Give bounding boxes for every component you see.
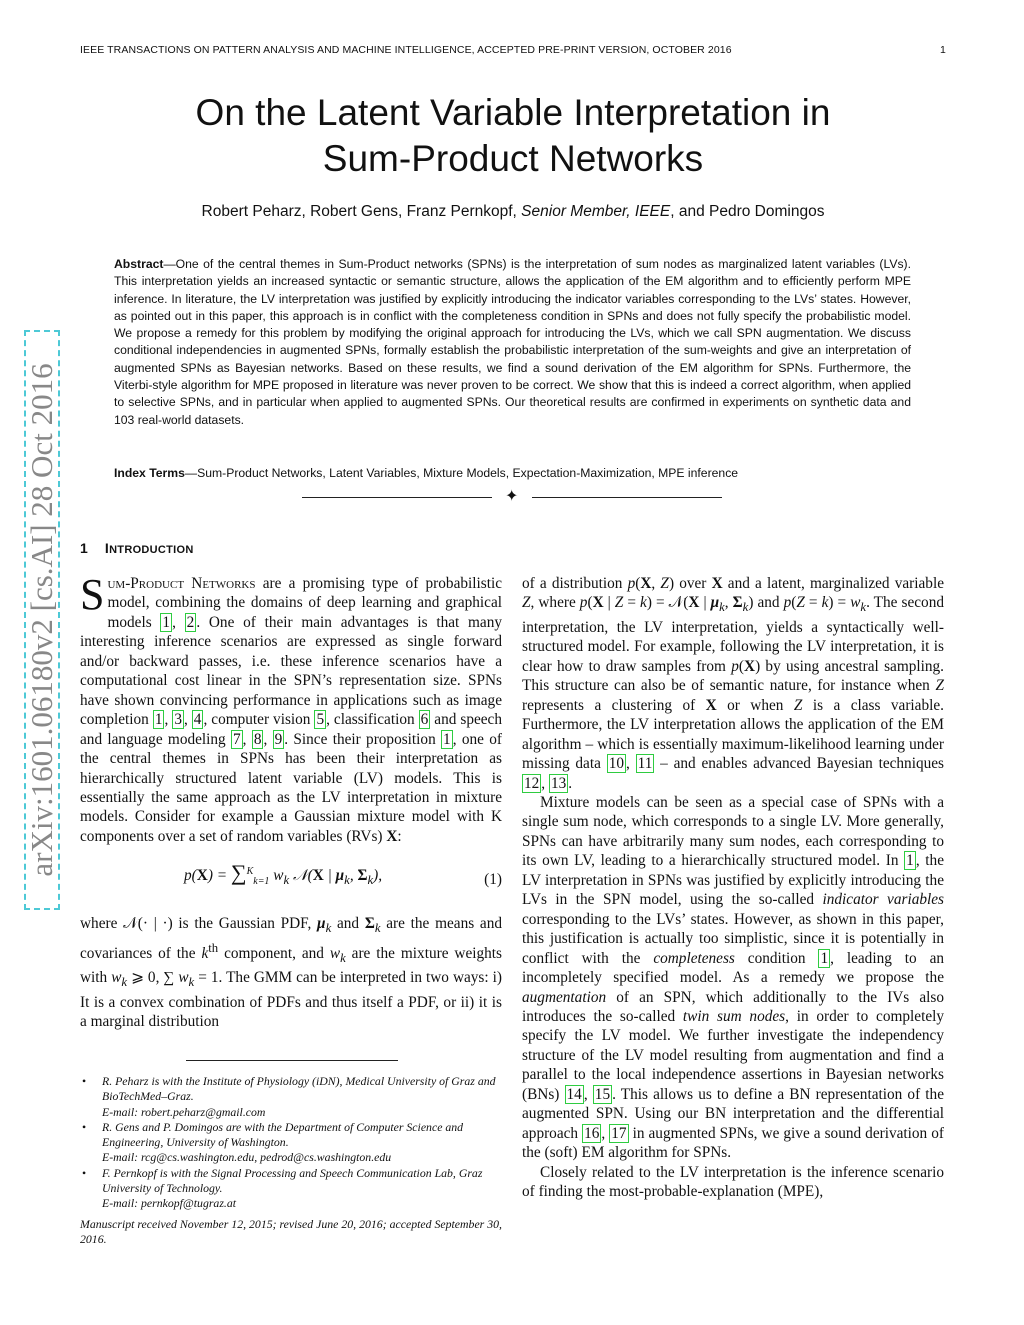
index-terms-text: —Sum-Product Networks, Latent Variables, Mixture Models, Expectation-Maximization, MPE inference [184,466,739,480]
left-column [80,570,503,1032]
intro-paragraph-1: Sum-Product Networks are a promising type of probabilistic model, combining the domains of deep learning and graphical models 1 , 2 . One of their main advantages is that many interesting inference scenarios are expressed as single forward and/or backward passes, i.e. these inference scenarios have a computational cost linear in the SPN’s representation size. SPNs have shown convincing performance in applications such as image completion 1 , 3 , 4 , computer vision 5 , classification 6 and speech and language modeling 7 , 8 , 9 . Since their proposition 1 , one of the central themes in SPNs has been their interpretation as hierarchically structured latent variable (LV) models. This is essentially the same approach as the LV interpretation in mixture models. Consider for example a Gaussian mixture model with K components over a set of random variables (RVs) X: [80,570,503,845]
equation-1: p(X) = ∑$^K_{k=1}$ $w_k$ 𝒩(X | $\mu_k$, $\Sigma_k$), (1) [184,860,502,889]
page-number: 1 [940,44,946,56]
abstract-text: —One of the central themes in Sum-Product networks (SPNs) is the interpretation of sum nodes as marginalized latent variables (LVs). This interpretation yields an increased syntactic or semantic structure, allows the application of the EM algorithm and to efficiently perform MPE inference. In literature, the LV interpretation was justified by explicitly introducing the indicator variables corresponding to the LVs’ states. However, as pointed out in this paper, this approach is in conflict with the completeness condition in SPNs and does not fully specify the probabilistic model. We propose a remedy for this problem by modifying the original approach for introducing the LVs, which we call SPN augmentation. We discuss conditional independencies in augmented SPNs, formally establish the probabilistic interpretation of the sum-weights and give an interpretation of augmented SPNs as Bayesian networks. Based on these results, we find a sound derivation of the EM algorithm for SPNs. Furthermore, the Viterbi-style algorithm for MPE proposed in literature was never proven to be correct. We show that this is indeed a correct algorithm, when applied to selective SPNs, and in particular when applied to augmented SPNs. Our theoretical results are confirmed in experiments on synthetic data and 103 real-world datasets. [114,257,911,427]
section-heading [80,540,194,556]
manuscript-note: Manuscript received November 12, 2015; revised June 20, 2016; accepted September 30, 2016. [80,1217,502,1247]
paper-title [80,90,946,182]
index-terms [114,465,911,482]
footnote-rule [186,1060,398,1061]
footnote-3: • F. Pernkopf is with the Signal Processing and Speech Communication Lab, Graz University of Technology. E-mail: pernkopf@tugraz.at [82,1165,483,1211]
authors-role: Senior Member, IEEE [521,203,671,220]
arxiv-stamp [24,330,60,910]
abstract [114,256,911,429]
separator-left [302,497,492,498]
author-list [80,203,946,221]
separator-right [532,497,722,498]
footnote-2: • R. Gens and P. Domingos are with the Department of Computer Science and Engineering, University of Washington. E-mail: rcg@cs.washington.edu, pedrod@cs.washington.edu [82,1119,464,1165]
intro-paragraph-5: Closely related to the LV interpretation is the inference scenario of finding the most-probable-explanation (MPE), [522,1163,944,1201]
intro-paragraph-2: where 𝒩(· | ·) is the Gaussian PDF, $\mu_k$ and $\Sigma_k$ are the means and covariances of the $k^{th}$ component, and $w_k$ are the mixture weights with $w_k$ ⩾ 0, ∑ $w_k = 1$. The GMM can be interpreted in two ways: i) It is a convex combination of PDFs and thus itself a PDF, or ii) it is a marginal distribution [80,915,503,1031]
running-header [80,44,946,56]
intro-paragraph-3: of a distribution p(X, Z) over X and a latent, marginalized variable Z, where p(X | Z = k) = 𝒩(X | $\mu_k$, $\Sigma_k$) and $p(Z = k) = w_k$. The second interpretation, the LV interpretation, yields a syntactically well-structured model. For example, following the LV interpretation, it is clear how to draw samples from p(X) by using ancestral sampling. This structure can also be of semantic nature, for instance when Z represents a clustering of X or when Z is a class variable. Furthermore, the LV interpretation allows the application of the EM algorithm – which is essentially maximum-likelihood learning under missing data 10 , 11 – and enables advanced Bayesian techniques 12 , 13 . [522,575,944,792]
journal-line: IEEE TRANSACTIONS ON PATTERN ANALYSIS AND MACHINE INTELLIGENCE, ACCEPTED PRE-PRINT VERSION, OCTOBER 2016 [80,44,732,56]
title-line-2: Sum-Product Networks [322,138,704,179]
right-column [522,574,944,1202]
intro-paragraph-4: Mixture models can be seen as a special case of SPNs with a single sum node, which corresponds to a single LV. More generally, SPNs can have arbitrarily many sum nodes, each corresponding to its own LV, leading to a hierarchically structured model. In 1 , the LV interpretation in SPNs was justified by explicitly introducing the LVs in the SPN model, using the so-called indicator variables corresponding to the LVs’ states. However, as shown in this paper, this justification is actually too simplistic, since it is potentially in conflict with the completeness condition 1 , leading to an incompletely specified model. As a remedy we propose the augmentation of an SPN, which additionally to the IVs also introduces the so-called twin sum nodes, in order to completely specify the LV model. We further investigate the independency structure of the LV model resulting from augmentation and find a parallel to the local independence assertions in Bayesian networks (BNs) 14 , 15 . This allows us to define a BN representation of the augmented SPN. Using our BN interpretation and the differential approach 16 , 17 in augmented SPNs, we give a sound derivation of the (soft) EM algorithm for SPNs. [522,794,945,1162]
section-number: 1 [80,540,89,556]
abstract-label: Abstract [114,257,164,271]
title-line-1: On the Latent Variable Interpretation in [195,92,831,133]
arxiv-stamp-text: arXiv:1601.06180v2 [cs.AI] 28 Oct 2016 [24,363,59,877]
index-terms-label: Index Terms [114,466,185,480]
equation-number: (1) [484,871,502,889]
section-first-letter: I [104,540,110,556]
footnote-1: • R. Peharz is with the Institute of Physiology (iDN), Medical University of Graz and BioTechMed–Graz. E-mail: robert.peharz@gmail.com [82,1074,496,1119]
footnotes [80,1074,502,1212]
section-title-rest: NTRODUCTION [109,544,194,556]
separator-diamond-icon: ✦ [505,488,519,505]
authors-prefix: Robert Peharz, Robert Gens, Franz Pernkopf, [201,203,522,220]
authors-suffix: , and Pedro Domingos [670,203,825,220]
